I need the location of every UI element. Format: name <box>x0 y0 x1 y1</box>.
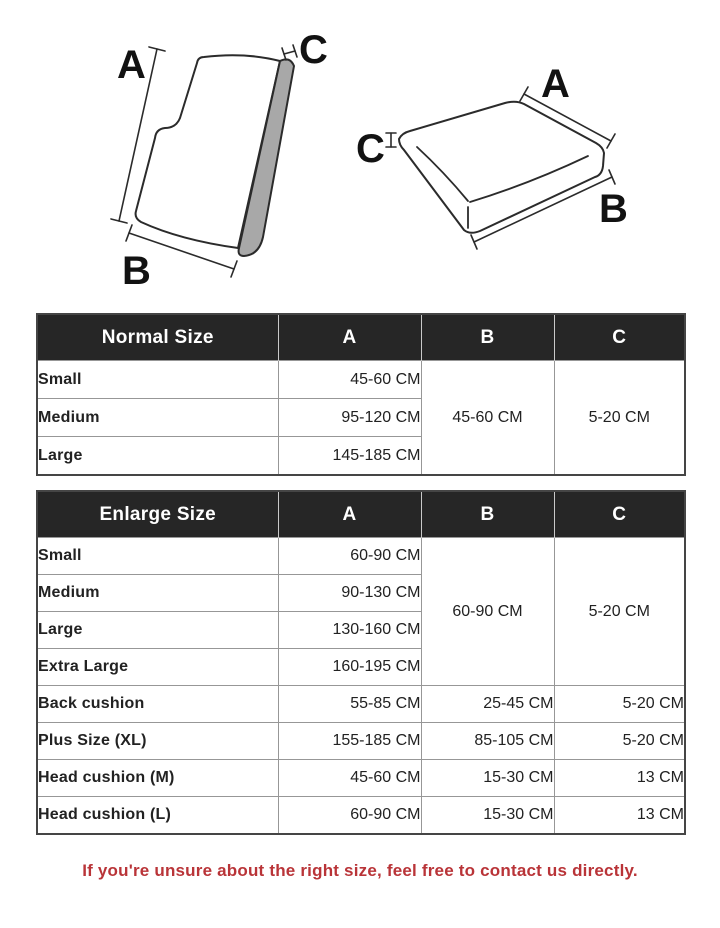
col-header-c: C <box>554 491 685 538</box>
dim-c-value: 13 CM <box>554 797 685 835</box>
dim-a-value: 155-185 CM <box>278 723 421 760</box>
row-label: Back cushion <box>37 686 278 723</box>
dim-a-value: 55-85 CM <box>278 686 421 723</box>
dim-b-value: 15-30 CM <box>421 797 554 835</box>
row-label: Medium <box>37 575 278 612</box>
dim-a-value: 95-120 CM <box>278 399 421 437</box>
col-header-c: C <box>554 314 685 361</box>
col-header-a: A <box>278 314 421 361</box>
row-label: Head cushion (M) <box>37 760 278 797</box>
dim-b-merged-value: 60-90 CM <box>421 538 554 686</box>
table-header-row <box>37 314 685 361</box>
col-header-b: B <box>421 491 554 538</box>
dim-a-value: 60-90 CM <box>278 538 421 575</box>
size-table-enlarge <box>36 490 686 835</box>
dim-b-merged-value: 45-60 CM <box>421 361 554 476</box>
row-label: Medium <box>37 399 278 437</box>
table-row <box>37 760 685 797</box>
dim-a-value: 160-195 CM <box>278 649 421 686</box>
dim-c-value: 5-20 CM <box>554 723 685 760</box>
size-table-normal <box>36 313 686 476</box>
row-label: Large <box>37 437 278 476</box>
dim-c-merged-value: 5-20 CM <box>554 361 685 476</box>
dim-c-merged-value: 5-20 CM <box>554 538 685 686</box>
dim-tick <box>471 235 477 249</box>
row-label: Plus Size (XL) <box>37 723 278 760</box>
dim-a-value: 60-90 CM <box>278 797 421 835</box>
col-header-b: B <box>421 314 554 361</box>
dim-a-value: 45-60 CM <box>278 760 421 797</box>
dim-b-value: 85-105 CM <box>421 723 554 760</box>
col-header-a: A <box>278 491 421 538</box>
sizing-help-notice: If you're unsure about the right size, feel free to contact us directly. <box>82 861 638 880</box>
table-title: Enlarge Size <box>37 491 278 538</box>
dim-tick <box>520 87 528 101</box>
dim-label-b: B <box>599 187 628 231</box>
dim-tick <box>609 170 615 184</box>
dim-a-value: 145-185 CM <box>278 437 421 476</box>
dim-line-c <box>284 51 295 54</box>
row-label: Head cushion (L) <box>37 797 278 835</box>
dim-tick <box>607 134 615 148</box>
dim-c-value: 5-20 CM <box>554 686 685 723</box>
row-label: Small <box>37 361 278 399</box>
table-title: Normal Size <box>37 314 278 361</box>
row-label: Small <box>37 538 278 575</box>
dim-label-a: A <box>117 43 146 87</box>
dim-a-value: 45-60 CM <box>278 361 421 399</box>
table-header-row <box>37 491 685 538</box>
cushion-dimension-diagrams <box>0 0 720 300</box>
dim-a-value: 90-130 CM <box>278 575 421 612</box>
dim-b-value: 25-45 CM <box>421 686 554 723</box>
dim-label-a: A <box>541 62 570 106</box>
table-row <box>37 797 685 835</box>
dim-label-c: C <box>299 28 328 72</box>
dim-a-value: 130-160 CM <box>278 612 421 649</box>
dim-label-b: B <box>122 249 151 293</box>
row-label: Large <box>37 612 278 649</box>
dim-b-value: 15-30 CM <box>421 760 554 797</box>
row-label: Extra Large <box>37 649 278 686</box>
dim-label-c: C <box>356 127 385 171</box>
table-row <box>37 686 685 723</box>
table-row <box>37 723 685 760</box>
table-row <box>37 538 685 575</box>
back-cushion-diagram <box>111 28 328 293</box>
seat-cushion-diagram <box>356 62 628 249</box>
dim-c-value: 13 CM <box>554 760 685 797</box>
table-row <box>37 361 685 399</box>
